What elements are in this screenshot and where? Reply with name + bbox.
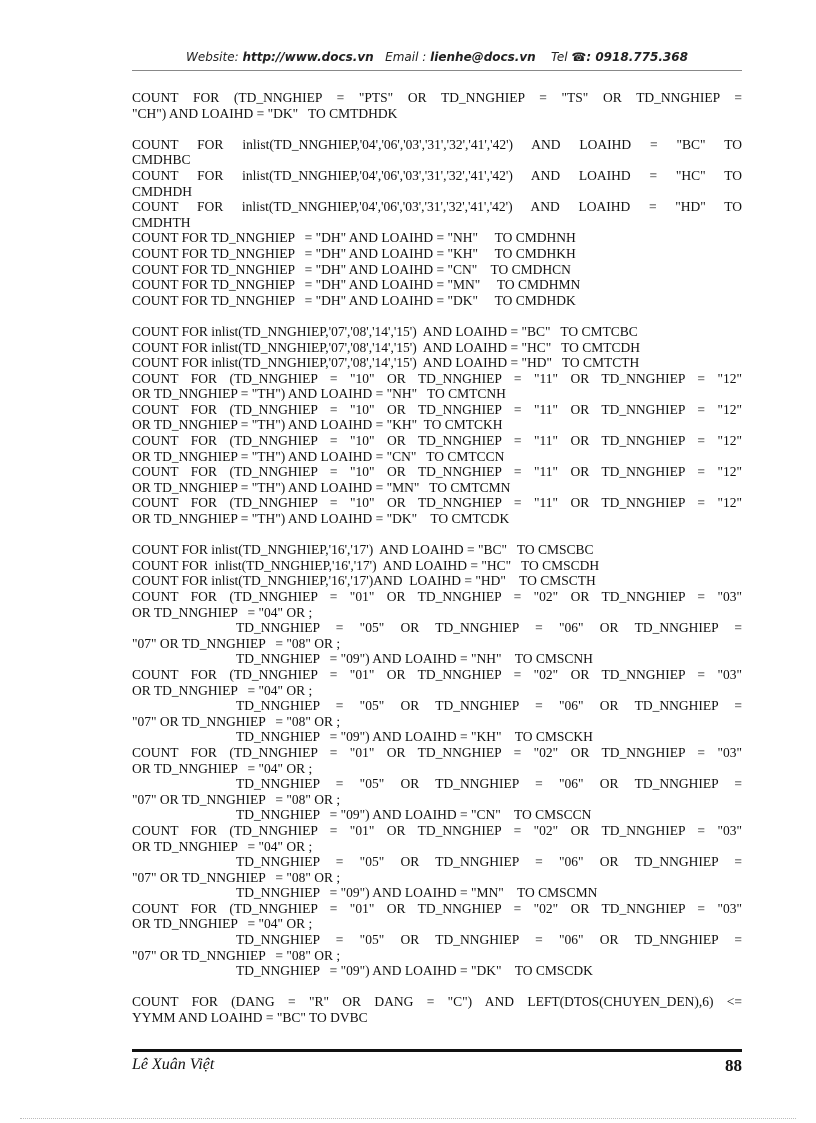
code-line: COUNT FOR inlist(TD_NNGHIEP,'16','17') AND LOAIHD = "HC" TO CMSCDH	[132, 557, 600, 573]
code-line: "07" OR TD_NNGHIEP = "08" OR ;	[132, 791, 341, 807]
code-line: "07" OR TD_NNGHIEP = "08" OR ;	[132, 713, 341, 729]
code-line: OR TD_NNGHIEP = "TH") AND LOAIHD = "KH" TO CMTCKH	[132, 417, 503, 433]
code-line: OR TD_NNGHIEP = "TH") AND LOAIHD = "MN" TO CMTCMN	[132, 479, 511, 495]
code-line: COUNT FOR (TD_NNGHIEP = "10" OR TD_NNGHIEP = "11" OR TD_NNGHIEP = "12"	[132, 370, 742, 386]
code-paragraph	[132, 324, 742, 527]
code-line: CMDHDH	[132, 183, 193, 199]
website-label: Website:	[186, 50, 239, 64]
code-paragraph	[132, 90, 742, 121]
footer-divider	[132, 1049, 742, 1052]
code-paragraph	[132, 994, 742, 1025]
code-line: CMDHBC	[132, 152, 191, 168]
code-line: COUNT FOR TD_NNGHIEP = "DH" AND LOAIHD = "NH" TO CMDHNH	[132, 230, 576, 246]
code-line: COUNT FOR TD_NNGHIEP = "DH" AND LOAIHD = "MN" TO CMDHMN	[132, 277, 581, 293]
code-line: COUNT FOR (TD_NNGHIEP = "01" OR TD_NNGHIEP = "02" OR TD_NNGHIEP = "03"	[132, 666, 742, 682]
code-line: "07" OR TD_NNGHIEP = "08" OR ;	[132, 947, 341, 963]
code-line: COUNT FOR inlist(TD_NNGHIEP,'04','06','03','31','32','41','42') AND LOAIHD = "HC" TO	[132, 167, 742, 183]
page-header	[132, 50, 742, 64]
page-number: 88	[725, 1056, 742, 1075]
code-line: OR TD_NNGHIEP = "04" OR ;	[132, 916, 313, 932]
code-paragraph	[132, 137, 742, 309]
code-line: TD_NNGHIEP = "09") AND LOAIHD = "KH" TO CMSCKH	[236, 729, 593, 745]
code-line: CMDHTH	[132, 214, 191, 230]
page-bottom-edge	[20, 1118, 796, 1119]
code-line: COUNT FOR (DANG = "R" OR DANG = "C") AND LEFT(DTOS(CHUYEN_DEN),6) <=	[132, 994, 742, 1010]
header-divider	[132, 70, 742, 71]
code-line: COUNT FOR inlist(TD_NNGHIEP,'16','17')AND LOAIHD = "HD" TO CMSCTH	[132, 573, 596, 589]
code-line: TD_NNGHIEP = "05" OR TD_NNGHIEP = "06" OR TD_NNGHIEP =	[236, 776, 742, 792]
code-line: COUNT FOR (TD_NNGHIEP = "01" OR TD_NNGHIEP = "02" OR TD_NNGHIEP = "03"	[132, 589, 742, 604]
code-line: COUNT FOR (TD_NNGHIEP = "10" OR TD_NNGHIEP = "11" OR TD_NNGHIEP = "12"	[132, 464, 742, 480]
code-line: OR TD_NNGHIEP = "TH") AND LOAIHD = "CN" TO CMTCCN	[132, 448, 505, 464]
code-line: OR TD_NNGHIEP = "04" OR ;	[132, 760, 313, 776]
tel-label: Tel	[551, 50, 568, 64]
code-line: "07" OR TD_NNGHIEP = "08" OR ;	[132, 869, 341, 885]
code-line: COUNT FOR inlist(TD_NNGHIEP,'04','06','03','31','32','41','42') AND LOAIHD = "BC" TO	[132, 136, 742, 152]
code-line: OR TD_NNGHIEP = "04" OR ;	[132, 838, 313, 854]
code-line: COUNT FOR TD_NNGHIEP = "DH" AND LOAIHD = "DK" TO CMDHDK	[132, 292, 576, 308]
phone-icon: ☎	[571, 50, 587, 64]
code-line: COUNT FOR (TD_NNGHIEP = "01" OR TD_NNGHIEP = "02" OR TD_NNGHIEP = "03"	[132, 900, 742, 916]
code-line: COUNT FOR inlist(TD_NNGHIEP,'07','08','14','15') AND LOAIHD = "HD" TO CMTCTH	[132, 355, 640, 371]
code-line: OR TD_NNGHIEP = "TH") AND LOAIHD = "NH" TO CMTCNH	[132, 386, 506, 402]
code-line: TD_NNGHIEP = "05" OR TD_NNGHIEP = "06" OR TD_NNGHIEP =	[236, 854, 742, 870]
code-line: TD_NNGHIEP = "09") AND LOAIHD = "MN" TO CMSCMN	[236, 885, 598, 901]
code-line: COUNT FOR (TD_NNGHIEP = "10" OR TD_NNGHIEP = "11" OR TD_NNGHIEP = "12"	[132, 433, 742, 449]
code-line: COUNT FOR TD_NNGHIEP = "DH" AND LOAIHD = "KH" TO CMDHKH	[132, 245, 576, 261]
code-line: OR TD_NNGHIEP = "04" OR ;	[132, 682, 313, 698]
code-line: COUNT FOR (TD_NNGHIEP = "10" OR TD_NNGHIEP = "11" OR TD_NNGHIEP = "12"	[132, 495, 742, 511]
code-line: COUNT FOR inlist(TD_NNGHIEP,'04','06','03','31','32','41','42') AND LOAIHD = "HD" TO	[132, 199, 742, 215]
code-line: OR TD_NNGHIEP = "04" OR ;	[132, 604, 313, 620]
code-line: "07" OR TD_NNGHIEP = "08" OR ;	[132, 635, 341, 651]
code-line: OR TD_NNGHIEP = "TH") AND LOAIHD = "DK" TO CMTCDK	[132, 511, 510, 527]
code-paragraph	[132, 542, 742, 979]
code-line: COUNT FOR inlist(TD_NNGHIEP,'07','08','14','15') AND LOAIHD = "HC" TO CMTCDH	[132, 339, 640, 355]
code-line: COUNT FOR inlist(TD_NNGHIEP,'16','17') AND LOAIHD = "BC" TO CMSCBC	[132, 542, 594, 558]
code-line: YYMM AND LOAIHD = "BC" TO DVBC	[132, 1010, 368, 1026]
website-link[interactable]: http://www.docs.vn	[242, 50, 374, 64]
code-line: TD_NNGHIEP = "09") AND LOAIHD = "CN" TO CMSCCN	[236, 807, 592, 823]
code-line: COUNT FOR TD_NNGHIEP = "DH" AND LOAIHD = "CN" TO CMDHCN	[132, 261, 571, 277]
code-line: TD_NNGHIEP = "05" OR TD_NNGHIEP = "06" OR TD_NNGHIEP =	[236, 620, 742, 636]
code-line: COUNT FOR (TD_NNGHIEP = "01" OR TD_NNGHIEP = "02" OR TD_NNGHIEP = "03"	[132, 822, 742, 838]
code-line: TD_NNGHIEP = "09") AND LOAIHD = "NH" TO CMSCNH	[236, 651, 593, 667]
code-line: COUNT FOR (TD_NNGHIEP = "PTS" OR TD_NNGHIEP = "TS" OR TD_NNGHIEP =	[132, 90, 742, 105]
email-link[interactable]: lienhe@docs.vn	[430, 50, 536, 64]
code-line: COUNT FOR inlist(TD_NNGHIEP,'07','08','14','15') AND LOAIHD = "BC" TO CMTCBC	[132, 323, 638, 339]
email-label: Email :	[385, 50, 427, 64]
tel-number: : 0918.775.368	[586, 50, 688, 64]
code-line: TD_NNGHIEP = "09") AND LOAIHD = "DK" TO CMSCDK	[236, 963, 593, 979]
footer-author: Lê Xuân Việt	[132, 1056, 215, 1073]
document-body	[132, 90, 742, 1041]
code-line: TD_NNGHIEP = "05" OR TD_NNGHIEP = "06" OR TD_NNGHIEP =	[236, 932, 742, 948]
code-line: TD_NNGHIEP = "05" OR TD_NNGHIEP = "06" OR TD_NNGHIEP =	[236, 698, 742, 714]
code-line: COUNT FOR (TD_NNGHIEP = "10" OR TD_NNGHIEP = "11" OR TD_NNGHIEP = "12"	[132, 401, 742, 417]
code-line: "CH") AND LOAIHD = "DK" TO CMTDHDK	[132, 105, 398, 121]
code-line: COUNT FOR (TD_NNGHIEP = "01" OR TD_NNGHIEP = "02" OR TD_NNGHIEP = "03"	[132, 744, 742, 760]
